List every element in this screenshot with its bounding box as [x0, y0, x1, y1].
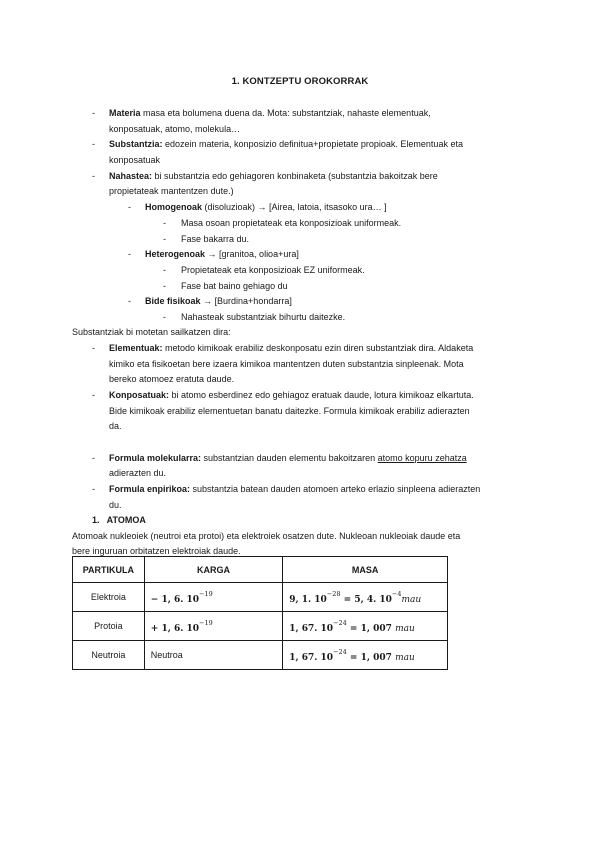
- formula-enpirikoa-line-1: [109, 483, 480, 495]
- bullet-dash: -: [163, 265, 166, 275]
- atomoa-paragraph-line-2: bere inguruan orbitatzen elektroiak daude.: [72, 546, 241, 556]
- heterogenoak-sub-2: Fase bat baino gehiago du: [181, 281, 288, 291]
- charge-exponent: −19: [199, 618, 213, 627]
- konposatuak-line-3: da.: [109, 421, 122, 431]
- formula-enpirikoa-line-2: du.: [109, 500, 122, 510]
- table-header-row: [73, 557, 448, 583]
- bullet-dash: -: [163, 218, 166, 228]
- formula-molekularra-line-2: adierazten du.: [109, 468, 167, 478]
- homogenoak-sub-2: Fase bakarra du.: [181, 234, 250, 244]
- elementuak-line-1: [109, 342, 473, 354]
- materia-line-1: [109, 107, 431, 119]
- homogenoak-sub-1: Masa osoan propietateak eta konposizioak uniformeak.: [181, 218, 402, 228]
- particle-mass: [283, 583, 448, 612]
- materia-term: Materia: [109, 108, 141, 118]
- mass-unit: mau: [395, 623, 415, 634]
- formula-molekularra-text: substantzian dauden elementu bakoitzaren: [201, 453, 378, 463]
- bullet-dash: -: [92, 390, 95, 400]
- charge-sign: +: [150, 623, 162, 634]
- materia-text: masa eta bolumena duena da. Mota: substantziak, nahaste elementuak,: [140, 108, 431, 118]
- particle-charge: [144, 583, 282, 612]
- bullet-dash: -: [128, 249, 131, 259]
- bide-fisikoak-term: Bide fisikoak: [145, 296, 201, 306]
- homogenoak-text: (disoluzioak) → [Airea, latoia, itsasoko ura… ]: [202, 202, 387, 212]
- header-partikula: PARTIKULA: [73, 557, 145, 583]
- charge-sign: −: [150, 594, 162, 605]
- mass-exponent: −28: [326, 589, 341, 598]
- mass-unit: mau: [401, 594, 422, 605]
- substantzia-line-1: [109, 138, 463, 150]
- mass-exponent-2: −4: [391, 589, 402, 598]
- bullet-dash: -: [92, 343, 95, 353]
- particle-charge: [144, 612, 282, 641]
- header-masa: MASA: [283, 557, 448, 583]
- nahastea-line-2: propietateak mantentzen dute.): [109, 186, 234, 196]
- konposatuak-line-2: Bide kimikoak erabiliz elementuetan banatu daitezke. Formula kimikoak erabiliz adierazten: [109, 406, 470, 416]
- elementuak-line-2: kimiko eta fisikoetan bere izaera kimikoa mantentzen duten substantzia sinpleenak. Mota: [109, 359, 464, 369]
- formula-molekularra-underlined: atomo kopuru zehatza: [377, 453, 467, 463]
- bullet-dash: -: [92, 108, 95, 118]
- classification-intro: Substantziak bi motetan sailkatzen dira:: [72, 327, 231, 337]
- elementuak-line-3: bereko atomoez eratuta daude.: [109, 374, 235, 384]
- atomoa-heading: 1. ATOMOA: [92, 515, 146, 525]
- nahastea-text: bi substantzia edo gehiagoren konbinaketa (substantzia bakoitzak bere: [152, 171, 438, 181]
- bullet-dash: -: [92, 484, 95, 494]
- bullet-dash: -: [163, 234, 166, 244]
- mass-equivalent: = 1, 007: [346, 652, 396, 663]
- mass-base: 1, 67. 10: [289, 623, 334, 634]
- bullet-dash: -: [128, 296, 131, 306]
- heterogenoak-term: Heterogenoak: [145, 249, 206, 259]
- atomoa-paragraph-line-1: Atomoak nukleoiek (neutroi eta protoi) eta elektroiek osatzen dute. Nukleoan nukleoiak daude eta: [72, 531, 461, 541]
- bullet-dash: -: [92, 171, 95, 181]
- bullet-dash: -: [92, 453, 95, 463]
- table-row: [73, 583, 448, 612]
- charge-exponent: −19: [199, 589, 213, 598]
- mass-exponent: −24: [333, 618, 347, 627]
- particle-mass: [283, 641, 448, 670]
- heterogenoak-sub-1: Propietateak eta konposizioak EZ uniformeak.: [181, 265, 365, 275]
- konposatuak-term: Konposatuak:: [109, 390, 170, 400]
- konposatuak-text: bi atomo esberdinez edo gehiagoz eratuak daude, lotura kimikoaz elkartuta.: [169, 390, 474, 400]
- substantzia-term: Substantzia:: [109, 139, 163, 149]
- mass-equivalent: = 1, 007: [346, 623, 396, 634]
- elementuak-text: metodo kimikoak erabiliz deskonposatu ezin diren substantziak dira. Aldaketa: [162, 343, 474, 353]
- bullet-dash: -: [163, 312, 166, 322]
- mass-exponent: −24: [333, 647, 347, 656]
- particle-mass: [283, 612, 448, 641]
- mass-equivalent: = 5, 4. 10: [340, 594, 392, 605]
- homogenoak-line: [145, 201, 387, 213]
- mass-base: 9, 1. 10: [289, 594, 327, 605]
- nahastea-term: Nahastea:: [109, 171, 153, 181]
- table-row: [73, 612, 448, 641]
- particle-table: [72, 556, 448, 670]
- bullet-dash: -: [92, 139, 95, 149]
- formula-molekularra-line-1: [109, 452, 467, 464]
- charge-base: 1, 6. 10: [161, 594, 200, 605]
- heterogenoak-line: [145, 248, 299, 260]
- formula-molekularra-term: Formula molekularra:: [109, 453, 202, 463]
- particle-name: Elektroia: [73, 583, 145, 612]
- bide-fisikoak-text: → [Burdina+hondarra]: [200, 296, 292, 306]
- particle-name: Protoia: [73, 612, 145, 641]
- charge-base: 1, 6. 10: [161, 623, 200, 634]
- materia-line-2: konposatuak, atomo, molekula…: [109, 124, 241, 134]
- elementuak-term: Elementuak:: [109, 343, 163, 353]
- bullet-dash: -: [128, 202, 131, 212]
- substantzia-line-2: konposatuak: [109, 155, 161, 165]
- konposatuak-line-1: [109, 389, 474, 401]
- page-title: 1. KONTZEPTU OROKORRAK: [231, 76, 369, 87]
- formula-enpirikoa-term: Formula enpirikoa:: [109, 484, 191, 494]
- substantzia-text: edozein materia, konposizio definitua+propietate propioak. Elementuak eta: [162, 139, 463, 149]
- homogenoak-term: Homogenoak: [145, 202, 203, 212]
- bide-fisikoak-sub-1: Nahasteak substantziak bihurtu daitezke.: [181, 312, 346, 322]
- mass-unit: mau: [395, 652, 415, 663]
- particle-charge: Neutroa: [144, 641, 282, 670]
- bullet-dash: -: [163, 281, 166, 291]
- heterogenoak-text: → [granitoa, olioa+ura]: [205, 249, 299, 259]
- particle-name: Neutroia: [73, 641, 145, 670]
- table-row: [73, 641, 448, 670]
- mass-base: 1, 67. 10: [289, 652, 334, 663]
- formula-enpirikoa-text: substantzia batean dauden atomoen arteko erlazio sinpleena adierazten: [190, 484, 481, 494]
- header-karga: KARGA: [144, 557, 282, 583]
- nahastea-line-1: [109, 170, 438, 182]
- bide-fisikoak-line: [145, 295, 292, 307]
